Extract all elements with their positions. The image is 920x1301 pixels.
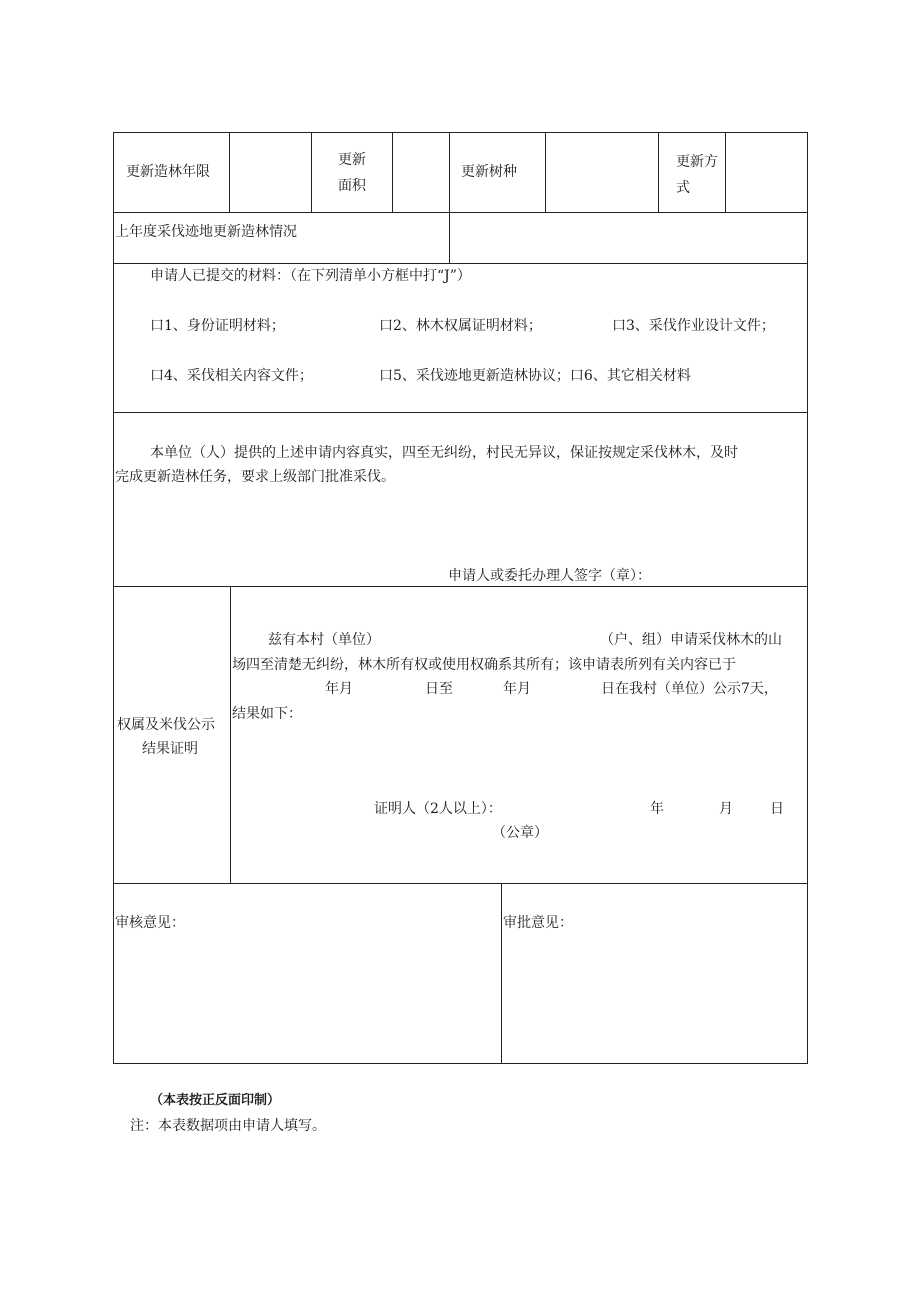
publicity-label-line2: 结果证明 bbox=[142, 741, 198, 757]
last-year-renewal-field[interactable] bbox=[451, 214, 806, 262]
applicant-signature-label: 申请人或委托办理人签字（章）： bbox=[448, 568, 651, 584]
publicity-date-end-day: 日在我村（单位）公示7天， bbox=[601, 681, 778, 697]
renewal-method-field[interactable] bbox=[727, 134, 806, 211]
renewal-species-field[interactable] bbox=[547, 134, 657, 211]
material-checkbox-5-6[interactable]: 口5、采伐迹地更新造林协议；口6、其它相关材料 bbox=[379, 368, 691, 384]
renewal-years-label: 更新造林年限 bbox=[126, 164, 210, 180]
declaration-line-1: 本单位（人）提供的上述申请内容真实，四至无纠纷，村民无异议，保证按规定采伐林木，及时 bbox=[150, 445, 738, 461]
col-divider bbox=[311, 132, 312, 213]
col-divider bbox=[392, 132, 393, 213]
material-checkbox-3[interactable]: 口3、采伐作业设计文件； bbox=[612, 318, 775, 334]
col-divider bbox=[449, 132, 450, 213]
witness-date-month: 月 bbox=[719, 801, 733, 817]
table-border-top bbox=[113, 132, 808, 133]
table-border-left bbox=[113, 132, 114, 1064]
col-divider bbox=[449, 212, 450, 264]
col-divider bbox=[501, 883, 502, 1064]
publicity-date-end-month: 年月 bbox=[503, 681, 531, 697]
declaration-line-2: 完成更新造林任务，要求上级部门批准采伐。 bbox=[115, 469, 395, 485]
row-divider-3 bbox=[113, 412, 808, 413]
row-divider-5 bbox=[113, 883, 808, 884]
witness-date-day: 日 bbox=[770, 801, 784, 817]
print-note: （本表按正反面印制） bbox=[150, 1093, 281, 1108]
publicity-result-label: 结果如下： bbox=[232, 706, 302, 722]
publicity-text-line1b: （户、组）申请采伐林木的山 bbox=[600, 632, 782, 648]
row-divider-4 bbox=[113, 586, 808, 587]
publicity-label-line1: 权属及米伐公示 bbox=[117, 717, 215, 733]
col-divider bbox=[545, 132, 546, 213]
material-checkbox-4[interactable]: 口4、采伐相关内容文件； bbox=[150, 368, 313, 384]
renewal-area-label-line1: 更新 bbox=[338, 152, 366, 168]
col-divider bbox=[725, 132, 726, 213]
col-divider bbox=[229, 132, 230, 213]
table-border-bottom bbox=[113, 1063, 808, 1064]
renewal-method-label-line1: 更新方 bbox=[676, 154, 718, 170]
fill-note: 注：本表数据项由申请人填写。 bbox=[130, 1118, 326, 1134]
col-divider bbox=[230, 586, 231, 884]
approval-opinion-label: 审批意见： bbox=[503, 915, 573, 931]
audit-opinion-label: 审核意见： bbox=[115, 915, 185, 931]
publicity-text-line2: 场四至清楚无纠纷，林木所有权或使用权确系其所有；该申请表所列有关内容已于 bbox=[232, 657, 736, 673]
audit-opinion-field[interactable] bbox=[115, 935, 499, 1061]
table-border-right bbox=[807, 132, 808, 1064]
row-divider-1 bbox=[113, 212, 808, 213]
approval-opinion-field[interactable] bbox=[503, 935, 805, 1061]
row-divider-2 bbox=[113, 263, 808, 264]
renewal-method-label-line2: 式 bbox=[676, 180, 690, 196]
official-seal-label: （公章） bbox=[492, 825, 548, 841]
material-checkbox-1[interactable]: 口1、身份证明材料； bbox=[150, 318, 285, 334]
col-divider bbox=[658, 132, 659, 213]
witness-label: 证明人（2人以上）： bbox=[374, 801, 502, 817]
renewal-area-field[interactable] bbox=[394, 134, 448, 211]
renewal-species-label: 更新树种 bbox=[461, 164, 517, 180]
material-checkbox-2[interactable]: 口2、林木权属证明材料； bbox=[379, 318, 542, 334]
materials-header: 申请人已提交的材料：（在下列清单小方框中打“J”） bbox=[150, 268, 471, 284]
publicity-date-start-day: 日至 bbox=[425, 681, 453, 697]
publicity-date-start-month: 年月 bbox=[325, 681, 353, 697]
renewal-area-label-line2: 面积 bbox=[338, 178, 366, 194]
renewal-years-field[interactable] bbox=[231, 134, 310, 211]
witness-date-year: 年 bbox=[650, 801, 664, 817]
last-year-renewal-label: 上年度采伐迹地更新造林情况 bbox=[115, 224, 297, 240]
publicity-text-line1a: 兹有本村（单位） bbox=[268, 632, 380, 648]
